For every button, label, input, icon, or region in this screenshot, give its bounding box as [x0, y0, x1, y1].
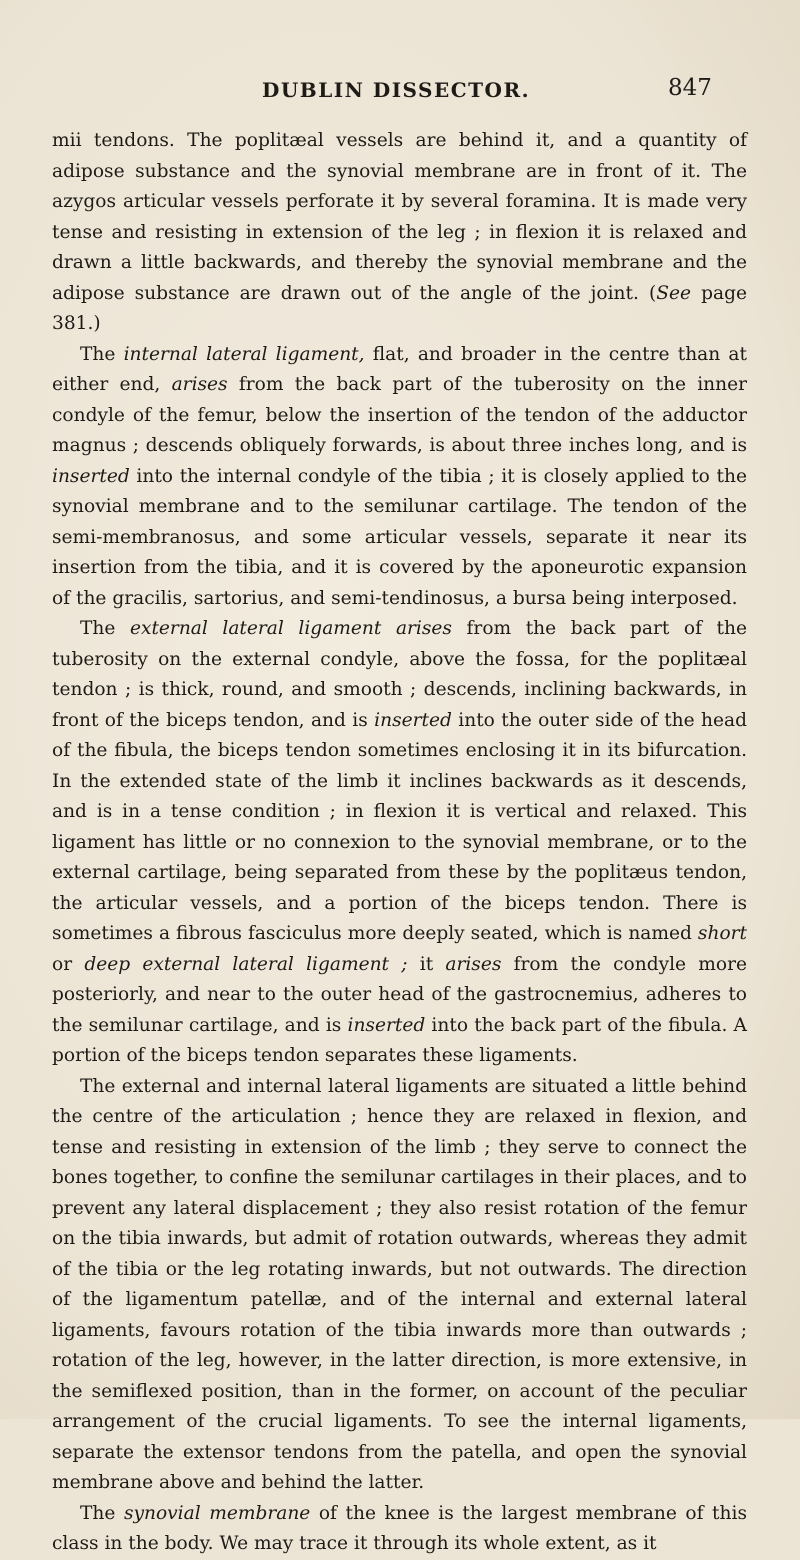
text-run: of the knee is the largest membrane of this class in the body. We may trace it through its whole extent, as it: [52, 1502, 747, 1554]
text-run: The: [80, 343, 124, 365]
text-run: it: [407, 953, 446, 975]
text-run: into the internal condyle of the tibia ; it is closely applied to the synovial membrane and to the semilunar cartilage. The tendon of the semi-membranosus, and some articular vessels, separate it near its insertion from the tibia, and it is covered by the aponeurotic expansion of the gracilis, sartorius, and semi-tendinosus, a bursa being interposed.: [52, 465, 747, 609]
text-run: mii tendons. The poplitæal vessels are behind it, and a quantity of adipose substance and the synovial membrane are in front of it. The azygos articular vessels perforate it by several foramina. It is made very tense and resisting in extension of the leg ; in flexion it is relaxed and drawn a little backwards, and thereby the synovial membrane and the adipose substance are drawn out of the angle of the joint. (: [52, 130, 747, 304]
paragraph: [52, 1499, 747, 1560]
text-run: The: [80, 618, 130, 639]
italic-run: synovial membrane: [123, 1502, 311, 1524]
italic-run: arises: [445, 953, 502, 975]
paragraph: [52, 340, 747, 615]
text-run: The external and internal lateral ligaments are situated a little behind the centre of the articulation ; hence they are relaxed in flexion, and tense and resisting in extension of the limb ; they serve to connect the bones together, to confine the semilunar cartilages in their places, and to prevent any lateral displacement ; they also resist rotation of the femur on the tibia inwards, but admit of rotation outwards, whereas they admit of the tibia or the leg rotating inwards, but not outwards. The direction of the ligamentum patellæ, and of the internal and external lateral ligaments, favours rotation of the tibia inwards more than outwards ; rotation of the leg, however, in the latter direction, is more extensive, in the semiflexed position, than in the former, on account of the peculiar arrangement of the crucial ligaments. To see the internal ligaments, separate the extensor tendons from the patella, and open the synovial membrane above and behind the latter.: [52, 1075, 747, 1493]
paragraph: [52, 126, 747, 340]
italic-run: arises: [171, 374, 228, 395]
italic-run: external lateral ligament arises: [129, 618, 452, 639]
italic-run: See: [656, 282, 692, 304]
italic-run: inserted: [347, 1014, 426, 1036]
paragraph: [52, 614, 747, 1072]
italic-run: deep external lateral ligament ;: [84, 953, 408, 975]
page-header: [0, 75, 800, 112]
italic-run: internal lateral ligament,: [123, 343, 365, 365]
running-head: DUBLIN DISSECTOR.: [262, 78, 531, 102]
text-run: flat, and broader in the centre than at either end,: [52, 343, 747, 395]
text-run: page 381.): [52, 282, 747, 334]
italic-run: inserted: [374, 709, 452, 731]
text-run: from the condyle more posteriorly, and near to the outer head of the gastrocnemius, adheres to the semilunar cartilage, and is: [52, 953, 747, 1036]
text-run: from the back part of the tuberosity on the inner condyle of the femur, below the insertion of the tendon of the adductor magnus ; descends obliquely forwards, is about three inches long, and is: [52, 374, 748, 456]
italic-run: short: [697, 923, 747, 944]
paragraph: [52, 1072, 747, 1499]
italic-run: inserted: [52, 465, 130, 487]
text-run: The: [80, 1502, 124, 1524]
text-run: or: [52, 953, 85, 975]
text-run: into the back part of the fibula. A portion of the biceps tendon separates these ligaments.: [52, 1014, 747, 1066]
body-text: [52, 126, 747, 1560]
text-run: from the back part of the tuberosity on the external condyle, above the fossa, for the poplitæal tendon ; is thick, round, and smooth ; descends, inclining backwards, in front of the biceps tendon, and is: [52, 618, 748, 731]
page-number: 847: [668, 75, 712, 101]
text-run: into the outer side of the head of the fibula, the biceps tendon sometimes enclosing it in its bifurcation. In the extended state of the limb it inclines backwards as it descends, and is in a tense condition ; in flexion it is vertical and relaxed. This ligament has little or no connexion to the synovial membrane, or to the external cartilage, being separated from these by the poplitæus tendon, the articular vessels, and a portion of the biceps tendon. There is sometimes a fibrous fasciculus more deeply seated, which is named: [52, 709, 747, 944]
